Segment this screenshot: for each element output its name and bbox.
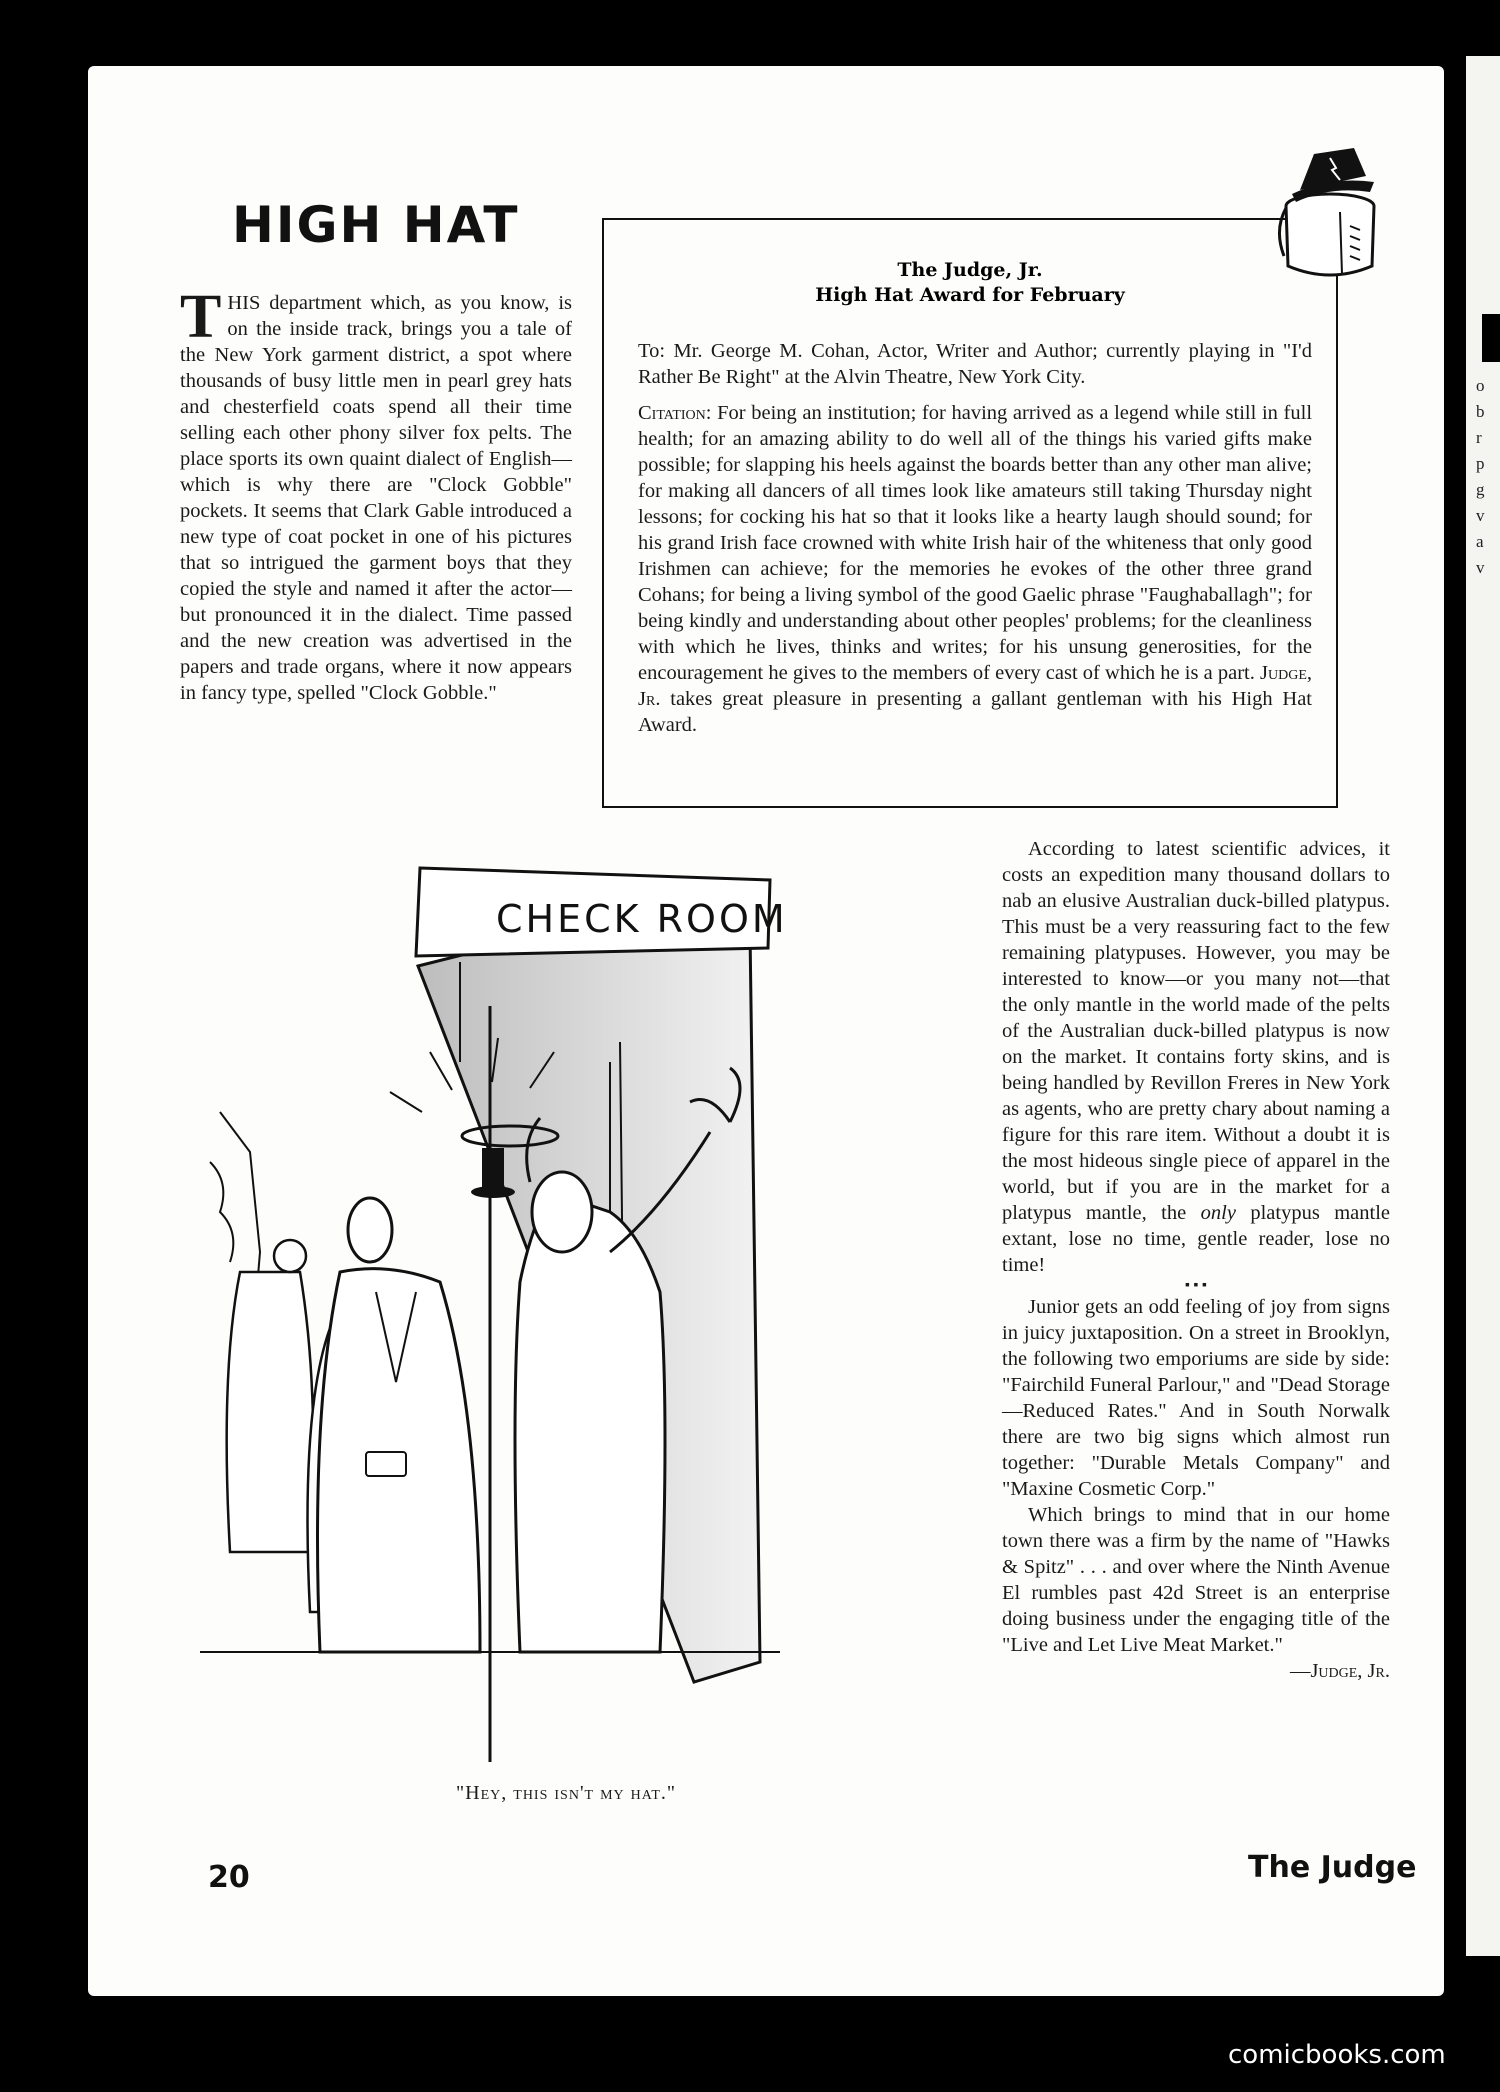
cartoon-illustration	[190, 852, 790, 1762]
award-heading-line1: The Judge, Jr.	[897, 259, 1043, 281]
drop-cap: T	[180, 283, 222, 351]
page-number: 20	[208, 1860, 250, 1895]
section-separator: ▪ ▪ ▪	[1185, 1278, 1207, 1293]
platypus-text-b: platypus mantle extant, lose no time, gentle reader, lose no time!	[1002, 1202, 1390, 1276]
award-citation	[638, 400, 1312, 738]
platypus-emphasis: only	[1200, 1202, 1236, 1224]
signature: —Judge, Jr.	[1289, 1660, 1390, 1682]
signs-paragraph: Junior gets an odd feeling of joy from signs in juicy juxtaposition. On a street in Brooklyn, the following two emporiums are side by side: "Fairchild Funeral Parlour," and "Dead Storage—Reduced Rates." And in South Norwalk there are two big signs which almost run together: "Durable Metals Company" and "Maxine Cosmetic Corp."	[1002, 1296, 1390, 1500]
award-recipient: To: Mr. George M. Cohan, Actor, Writer and Author; currently playing in "I'd Rather Be Right" at the Alvin Theatre, New York City.	[638, 340, 1312, 388]
platypus-paragraph	[1002, 836, 1390, 1278]
top-hat-box-icon	[1270, 146, 1380, 296]
platypus-text-a: According to latest scientific advices, it costs an expedition many thousand dollars to nab an elusive Australian duck-billed platypus. This must be a very reassuring fact to the few remaining platypuses. However, you may be interested to know—or you many not—that the only mantle in the world made of the pelts of the Australian duck-billed platypus is now on the market. It contains forty skins, and is being handled by Revillon Freres in New York as agents, who are pretty chary about naming a figure for this rare item. Without a doubt it is the most hideous single piece of apparel in the world, but if you are in the market for a platypus mantle, the	[1002, 838, 1390, 1224]
judge-name: Judge, Jr.	[638, 662, 1313, 710]
check-room-sign: CHECK ROOM	[496, 897, 788, 941]
intro-text: HIS department which, as you know, is on the inside track, brings you a tale of the New York garment district, a spot where thousands of busy little men in pearl grey hats and chesterfield coats spend all their time selling each other phony silver fox pelts. The place sports its own quaint dialect of English—which is why there are "Clock Gobble" pockets. It seems that Clark Gable introduced a new type of coat pocket in one of his pictures that so intrigued the garment boys that they copied the style and named it after the actor—but pronounced it in the dialect. Time passed and the new creation was advertised in the papers and trade organs, where it now appears in fancy type, spelled "Clock Gobble."	[180, 292, 572, 704]
award-box	[602, 218, 1338, 808]
magazine-name: The Judge	[1248, 1850, 1417, 1885]
citation-text: For being an institution; for having arrived as a legend while still in full health; for an amazing ability to do well all of the things his varied gifts make possible; for slapping his heels against the boards better than any other man alive; for making all dancers of all times look like amateurs still taking Thursday night lessons; for cocking his hat so that it looks like a hearty laugh should sound; for his grand Irish face crowned with white Irish hair of the whiteness that only good Irishmen can achieve; for the memories he evokes of the other three grand Cohans; for being a living symbol of the good Gaelic phrase "Faughaballagh"; for being kindly and understanding about other peoples' problems; for the cleanliness with which he lives, thinks and writes; for his unsung generosities, for the encouragement he gives to the members of every cast of which he is a part.	[638, 402, 1313, 684]
cartoon-caption: "Hey, this isn't my hat."	[456, 1782, 677, 1804]
right-column-article	[1002, 836, 1390, 1684]
award-heading	[604, 258, 1336, 308]
watermark-text: comicbooks.com	[1228, 2040, 1446, 2070]
page-title: HIGH HAT	[232, 196, 520, 254]
citation-closing: takes great pleasure in presenting a gallant gentleman with his High Hat Award.	[638, 688, 1313, 736]
adjacent-page-edge: o b r p g v a v	[1466, 56, 1500, 1956]
hometown-paragraph: Which brings to mind that in our home town there was a firm by the name of "Hawks & Spitz" . . . and over where the Ninth Avenue El rumbles past 42d Street is an enterprise doing business under the engaging title of the "Live and Let Live Meat Market."	[1002, 1504, 1390, 1656]
award-heading-line2: High Hat Award for February	[815, 284, 1125, 306]
citation-label: Citation:	[638, 402, 712, 424]
intro-article	[180, 283, 572, 706]
